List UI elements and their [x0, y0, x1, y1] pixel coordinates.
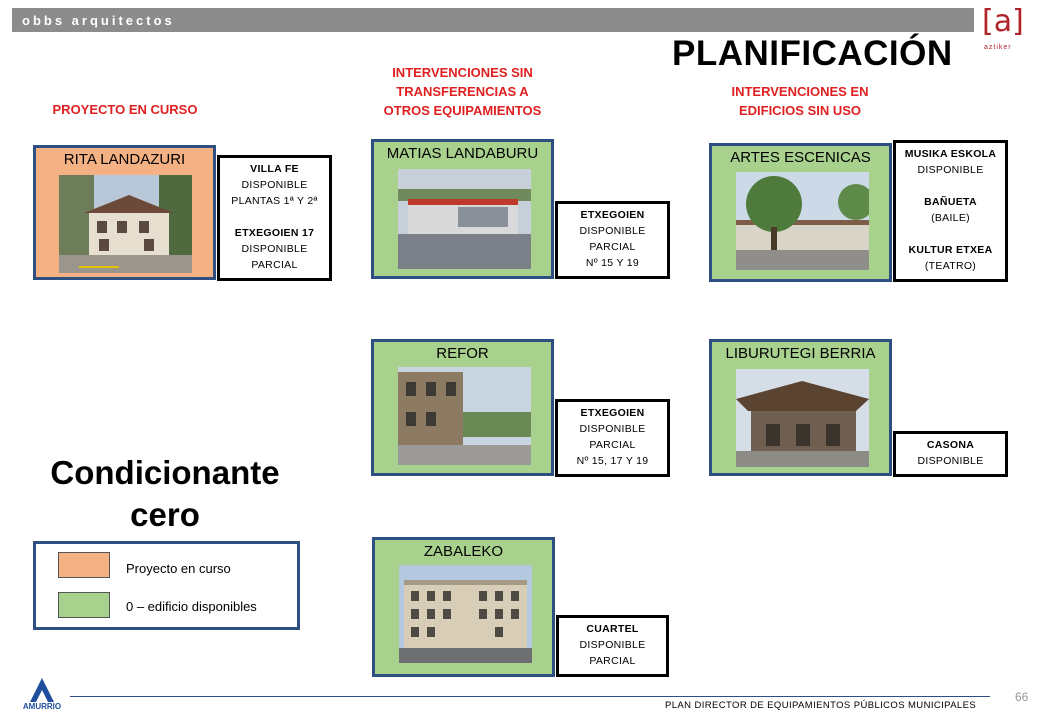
- condicionante-heading: [20, 452, 310, 536]
- footer-divider: [70, 696, 990, 697]
- page-number: 66: [1015, 690, 1029, 704]
- info-line: DISPONIBLE: [917, 455, 984, 467]
- info-line: DISPONIBLE: [241, 243, 308, 255]
- building-card-liburutegi-berria: [709, 339, 892, 476]
- building-photo-refor: [398, 367, 531, 465]
- brand-name: obbs arquitectos: [22, 13, 175, 28]
- footer-text: PLAN DIRECTOR DE EQUIPAMIENTOS PÚBLICOS MUNICIPALES: [665, 700, 977, 711]
- availability-box-zabaleko: [556, 615, 669, 677]
- heading-line: OTROS EQUIPAMIENTOS: [383, 103, 542, 118]
- info-line: PARCIAL: [251, 259, 298, 271]
- logo-mark: [a]: [982, 4, 1024, 39]
- building-card-refor: [371, 339, 554, 476]
- column-heading-proyecto: PROYECTO EN CURSO: [52, 102, 198, 117]
- spacer: [896, 226, 1005, 242]
- info-line: Nº 15, 17 Y 19: [576, 455, 649, 467]
- info-line: KULTUR ETXEA: [908, 244, 993, 256]
- building-photo-matias: [398, 169, 531, 269]
- heading-line: EDIFICIOS SIN USO: [738, 103, 862, 118]
- legend-label: 0 – edificio disponibles: [126, 599, 257, 614]
- availability-box-refor: [555, 399, 670, 477]
- info-line: MUSIKA ESKOLA: [904, 148, 997, 160]
- availability-box-matias: [555, 201, 670, 279]
- building-card-artes-escenicas: [709, 143, 892, 282]
- info-line: DISPONIBLE: [579, 423, 646, 435]
- condicionante-line: cero: [130, 496, 200, 533]
- building-name: REFOR: [436, 345, 489, 362]
- building-card-rita-landazuri: [33, 145, 216, 280]
- building-name: RITA LANDAZURI: [63, 151, 186, 168]
- amurrio-mountain-icon: [18, 676, 66, 704]
- building-photo-zabaleko: [399, 565, 532, 663]
- spacer: [896, 178, 1005, 194]
- info-line: CASONA: [926, 439, 975, 451]
- info-line: VILLA FE: [250, 163, 299, 175]
- aztiker-logo: [978, 4, 1030, 56]
- info-line: PARCIAL: [589, 439, 636, 451]
- building-name: ZABALEKO: [423, 543, 504, 560]
- spacer: [220, 209, 329, 225]
- info-line: DISPONIBLE: [579, 225, 646, 237]
- availability-box-liburutegi: [893, 431, 1008, 477]
- column-heading-sin-uso: [715, 82, 885, 120]
- amurrio-logo: [18, 676, 66, 716]
- info-line: ETXEGOIEN 17: [234, 227, 315, 239]
- info-line: ETXEGOIEN: [580, 209, 645, 221]
- info-line: BAÑUETA: [924, 196, 977, 208]
- logo-word: aztiker: [984, 44, 1012, 51]
- info-line: DISPONIBLE: [579, 639, 646, 651]
- legend-label: Proyecto en curso: [126, 561, 231, 576]
- info-line: PARCIAL: [589, 241, 636, 253]
- building-name: MATIAS LANDABURU: [386, 145, 539, 162]
- availability-box-artes: [893, 140, 1008, 282]
- building-card-zabaleko: [372, 537, 555, 677]
- column-heading-sin-transferencias: [370, 63, 555, 120]
- building-photo-liburutegi: [736, 369, 869, 467]
- info-line: DISPONIBLE: [241, 179, 308, 191]
- info-line: Nº 15 Y 19: [585, 257, 640, 269]
- info-line: DISPONIBLE: [917, 164, 984, 176]
- condicionante-line: Condicionante: [50, 454, 280, 491]
- legend: [33, 541, 300, 630]
- heading-line: INTERVENCIONES SIN: [392, 65, 533, 80]
- building-name: LIBURUTEGI BERRIA: [725, 345, 876, 362]
- info-line: ETXEGOIEN: [580, 407, 645, 419]
- building-photo-rita: [59, 175, 192, 273]
- building-card-matias-landaburu: [371, 139, 554, 279]
- header-bar: [12, 8, 974, 32]
- heading-line: TRANSFERENCIAS A: [396, 84, 529, 99]
- heading-line: INTERVENCIONES EN: [731, 84, 869, 99]
- legend-swatch-orange: [58, 552, 110, 578]
- info-line: PLANTAS 1ª Y 2ª: [231, 195, 318, 207]
- info-line: (TEATRO): [924, 260, 977, 272]
- amurrio-label: AMURRIO: [22, 702, 62, 711]
- building-photo-artes: [736, 172, 869, 270]
- building-name: ARTES ESCENICAS: [730, 149, 871, 166]
- info-line: CUARTEL: [586, 623, 639, 635]
- legend-swatch-green: [58, 592, 110, 618]
- info-line: (BAILE): [931, 212, 970, 224]
- availability-box-rita: [217, 155, 332, 281]
- page-title: PLANIFICACIÓN: [672, 34, 953, 73]
- info-line: PARCIAL: [589, 655, 636, 667]
